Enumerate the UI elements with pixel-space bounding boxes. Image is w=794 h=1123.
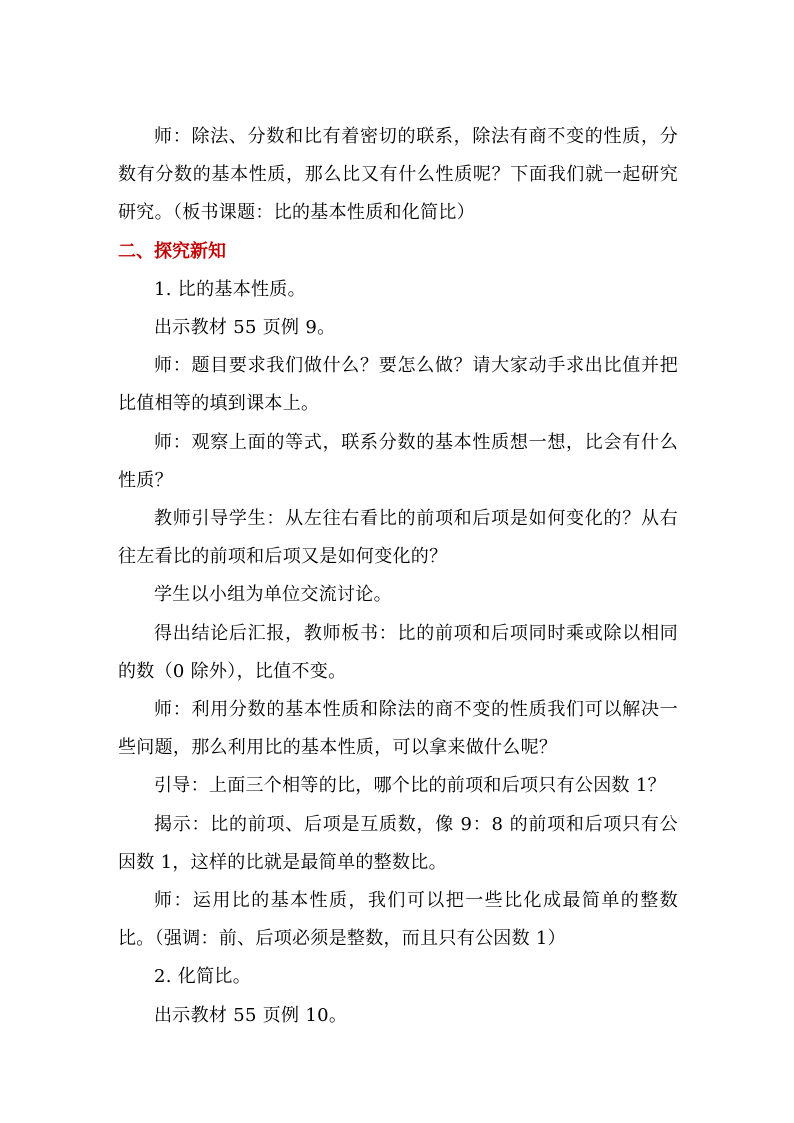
paragraph-example-10: 出示教材 55 页例 10。: [154, 1004, 348, 1026]
paragraph-teacher-guide: 教师引导学生：从左往右看比的前项和后项是如何变化的？从右往左看比的前项和后项又是如何变化的？: [118, 508, 678, 568]
paragraph-conclusion: 得出结论后汇报，教师板书：比的前项和后项同时乘或除以相同的数（0 除外），比值不变。: [118, 622, 678, 682]
paragraph-teacher-simplify: 师：运用比的基本性质，我们可以把一些比化成最简单的整数比。（强调：前、后项必须是整数，而且只有公因数 1）: [118, 890, 678, 950]
intro-paragraph: 师：除法、分数和比有着密切的联系，除法有商不变的性质，分数有分数的基本性质，那么比又有什么性质呢？下面我们就一起研究研究。（板书课题：比的基本性质和化简比）: [118, 126, 678, 224]
paragraph-guide-common-factor: 引导：上面三个相等的比，哪个比的前项和后项只有公因数 1？: [154, 775, 666, 797]
paragraph-teacher-question: 师：题目要求我们做什么？要怎么做？请大家动手求出比值并把比值相等的填到课本上。: [118, 355, 678, 415]
section-heading: 二、探究新知: [118, 240, 226, 262]
paragraph-group-discussion: 学生以小组为单位交流讨论。: [154, 584, 392, 606]
paragraph-simplify-title: 2. 化简比。: [154, 966, 251, 988]
document-body: [118, 118, 678, 1035]
paragraph-reveal-simplest: 揭示：比的前项、后项是互质数，像 9：8 的前项和后项只有公因数 1，这样的比就是最简单的整数比。: [118, 813, 678, 873]
paragraph-basic-property-title: 1. 比的基本性质。: [154, 278, 306, 300]
paragraph-teacher-application: 师：利用分数的基本性质和除法的商不变的性质我们可以解决一些问题，那么利用比的基本性质，可以拿来做什么呢？: [118, 699, 678, 759]
paragraph-example-9: 出示教材 55 页例 9。: [154, 317, 336, 339]
paragraph-teacher-observe: 师：观察上面的等式，联系分数的基本性质想一想，比会有什么性质？: [118, 431, 678, 491]
